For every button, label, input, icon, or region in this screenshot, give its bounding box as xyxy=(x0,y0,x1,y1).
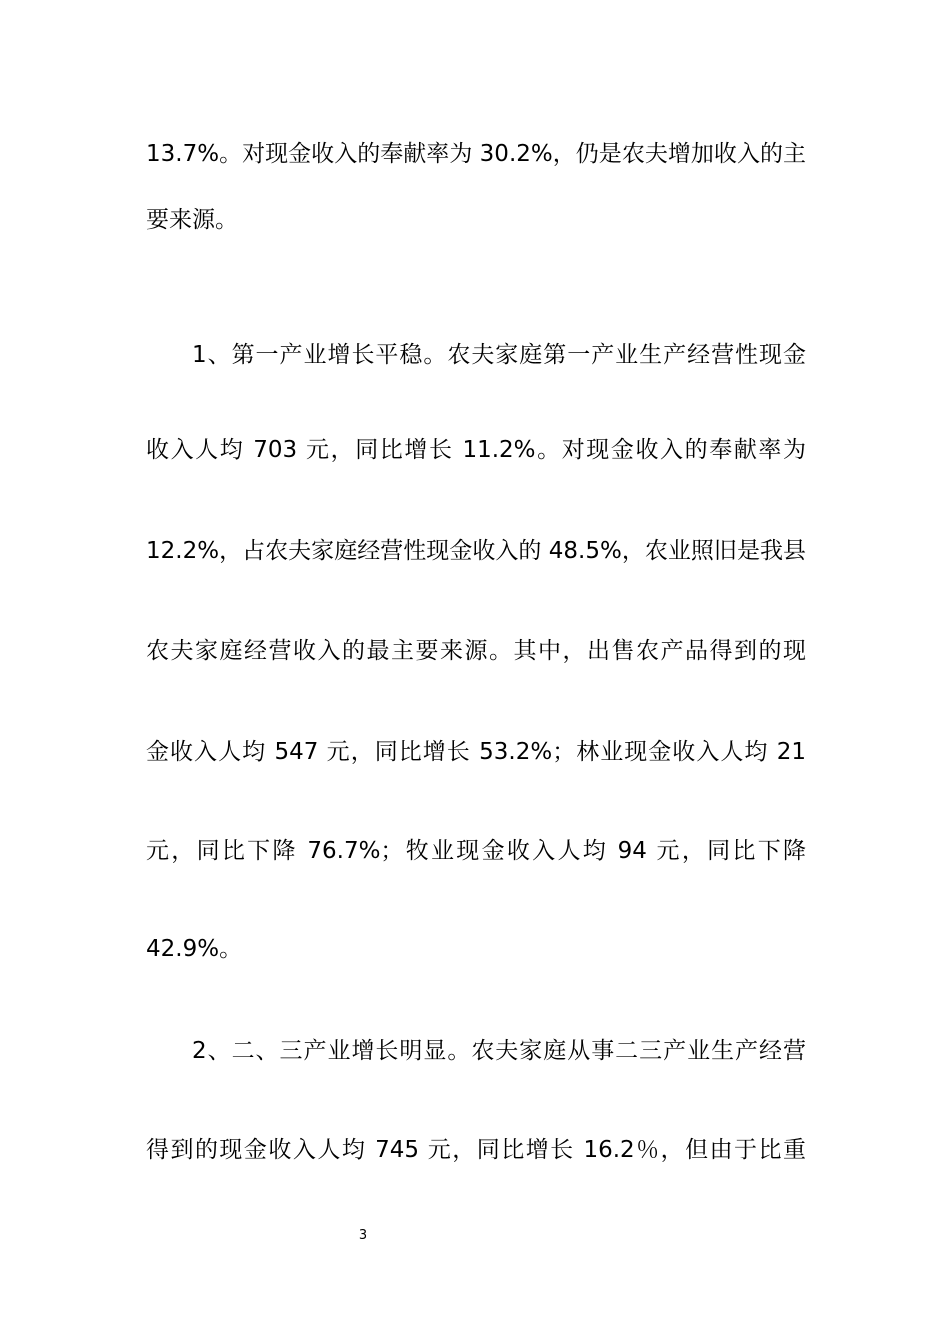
paragraph-line: 金收入人均 547 元，同比增长 53.2%；林业现金收入人均 21 xyxy=(146,739,806,765)
paragraph-line: 元，同比下降 76.7%；牧业现金收入人均 94 元，同比下降 xyxy=(146,838,806,864)
paragraph-line: 农夫家庭经营收入的最主要来源。其中，出售农产品得到的现 xyxy=(146,638,806,664)
paragraph-line: 2、二、三产业增长明显。农夫家庭从事二三产业生产经营 xyxy=(192,1038,806,1064)
paragraph-line: 1、第一产业增长平稳。农夫家庭第一产业生产经营性现金 xyxy=(192,342,806,368)
paragraph-line: 要来源。 xyxy=(146,207,238,233)
paragraph-line: 得到的现金收入人均 745 元，同比增长 16.2％，但由于比重 xyxy=(146,1137,806,1163)
paragraph-line: 收入人均 703 元，同比增长 11.2%。对现金收入的奉献率为 xyxy=(146,437,806,463)
paragraph-line: 42.9%。 xyxy=(146,936,243,962)
paragraph-line: 13.7%。对现金收入的奉献率为 30.2%，仍是农夫增加收入的主 xyxy=(146,141,806,167)
page-number: 3 xyxy=(358,1228,368,1243)
paragraph-line: 12.2%，占农夫家庭经营性现金收入的 48.5%，农业照旧是我县 xyxy=(146,538,806,564)
